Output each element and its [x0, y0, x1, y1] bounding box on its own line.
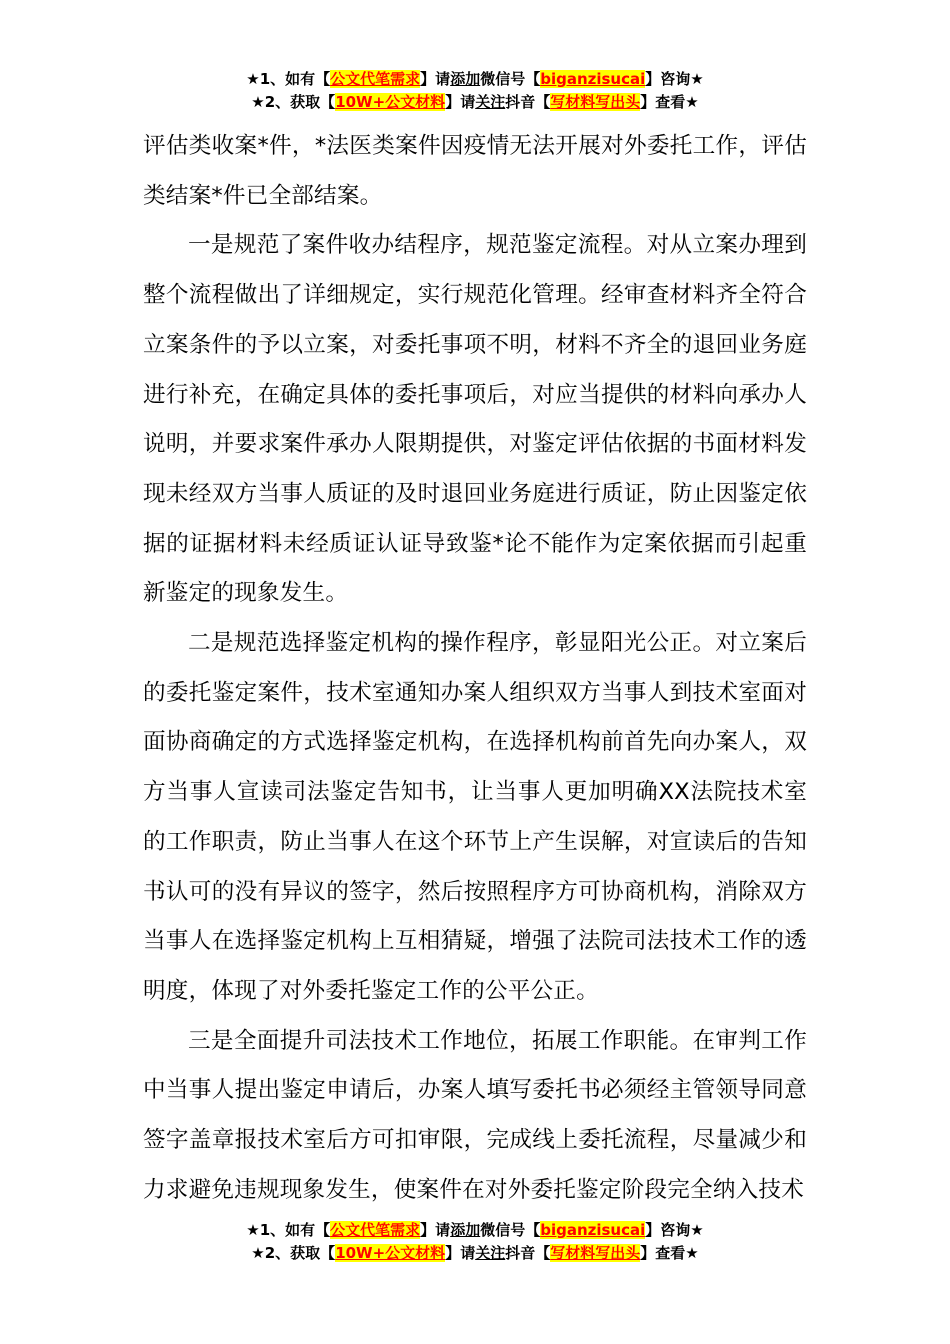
banner-text: 】请 [420, 70, 451, 88]
banner-suffix: 】咨询★ [645, 70, 704, 88]
banner-underline-follow: 关注 [475, 93, 506, 111]
banner-prefix: ★1、如有【 [246, 70, 331, 88]
banner-line-2 [0, 1242, 950, 1265]
banner-suffix: 】咨询★ [645, 1221, 704, 1239]
footer-banner [0, 1219, 950, 1265]
banner-line-1 [0, 1219, 950, 1242]
banner-prefix: ★2、获取【 [251, 1244, 336, 1262]
banner-highlight-wechat: biganzisucai [540, 1221, 646, 1239]
banner-prefix: ★1、如有【 [246, 1221, 331, 1239]
banner-text: 】请 [420, 1221, 451, 1239]
banner-underline-follow: 关注 [475, 1244, 506, 1262]
banner-highlight-materials: 10W+公文材料 [335, 1244, 446, 1262]
banner-text: 抖音【 [505, 93, 551, 111]
banner-line-2 [0, 91, 950, 114]
banner-text: 】请 [445, 93, 476, 111]
header-banner [0, 68, 950, 114]
banner-highlight-douyin: 写材料写出头 [550, 93, 641, 111]
banner-highlight-wechat: biganzisucai [540, 70, 646, 88]
banner-text: 】请 [445, 1244, 476, 1262]
paragraph-point-two: 二是规范选择鉴定机构的操作程序，彰显阳光公正。对立案后的委托鉴定案件，技术室通知办案人组织双方当事人到技术室面对面协商确定的方式选择鉴定机构，在选择机构前首先向办案人，双方当事人宣读司法鉴定告知书，让当事人更加明确XX法院技术室的工作职责，防止当事人在这个环节上产生误解，对宣读后的告知书认可的没有异议的签字，然后按照程序方可协商机构，消除双方当事人在选择鉴定机构上互相猜疑，增强了法院司法技术工作的透明度，体现了对外委托鉴定工作的公平公正。 [143, 630, 807, 1004]
banner-underline-add: 添加 [450, 70, 481, 88]
paragraph-point-three: 三是全面提升司法技术工作地位，拓展工作职能。在审判工作中当事人提出鉴定申请后，办案人填写委托书必须经主管领导同意签字盖章报技术室后方可扣审限，完成线上委托流程，尽量减少和力求避免违规现象发生，使案件在对外委托鉴定阶段完全纳入技术 [143, 1027, 807, 1203]
banner-line-1 [0, 68, 950, 91]
banner-highlight-service: 公文代笔需求 [330, 1221, 421, 1239]
banner-suffix: 】查看★ [640, 1244, 699, 1262]
banner-highlight-materials: 10W+公文材料 [335, 93, 446, 111]
banner-text: 抖音【 [505, 1244, 551, 1262]
document-body [143, 122, 807, 1215]
banner-suffix: 】查看★ [640, 93, 699, 111]
paragraph-point-one: 一是规范了案件收办结程序，规范鉴定流程。对从立案办理到整个流程做出了详细规定，实行规范化管理。经审查材料齐全符合立案条件的予以立案，对委托事项不明，材料不齐全的退回业务庭进行补充，在确定具体的委托事项后，对应当提供的材料向承办人说明，并要求案件承办人限期提供，对鉴定评估依据的书面材料发现未经双方当事人质证的及时退回业务庭进行质证，防止因鉴定依据的证据材料未经质证认证导致鉴*论不能作为定案依据而引起重新鉴定的现象发生。 [143, 232, 807, 607]
banner-underline-add: 添加 [450, 1221, 481, 1239]
banner-text: 微信号【 [480, 1221, 541, 1239]
banner-highlight-service: 公文代笔需求 [330, 70, 421, 88]
paragraph-continuation: 评估类收案*件，*法医类案件因疫情无法开展对外委托工作，评估类结案*件已全部结案。 [143, 133, 807, 209]
banner-prefix: ★2、获取【 [251, 93, 336, 111]
banner-highlight-douyin: 写材料写出头 [550, 1244, 641, 1262]
banner-text: 微信号【 [480, 70, 541, 88]
